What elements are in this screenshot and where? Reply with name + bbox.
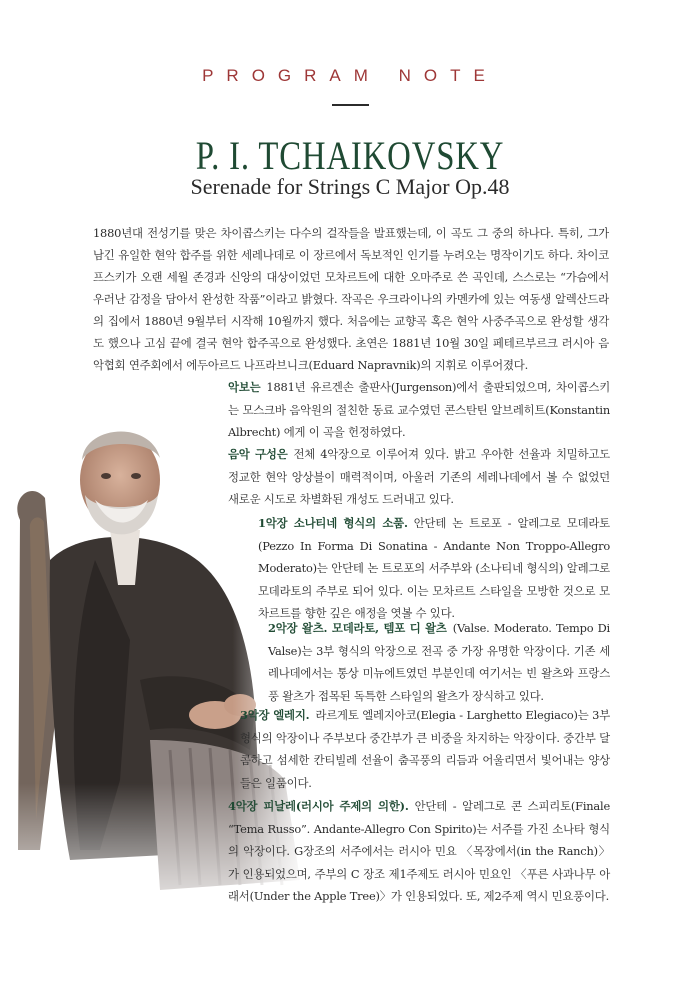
program-note-label: PROGRAM NOTE [202,66,498,85]
structure-text: 전체 4악장으로 이루어져 있다. 밝고 우아한 선율과 치밀하고도 정교한 현악 앙상블이 매력적이며, 아울러 기존의 세레나데에서 볼 수 없었던 새로운 시도로 차별화된 개성도 드러내고 있다. [228,447,610,506]
movement-1-text: 안단테 논 트로포 - 알레그로 모데라토(Pezzo In Forma Di Sonatina - Andante Non Troppo-Allegro Moderato)는 안단테 논 트로포의 서주부와 (소나티네 형식의) 알레그로 모데라토의 주부로 되어 있다. 이는 모차르트 스타일을 모방한 것으로 모차르트를 향한 깊은 애정을 엿볼 수 있다. [258,516,610,620]
movement-3-lead: 3악장 엘레지. [240,708,310,722]
movement-1-note [258,512,610,625]
movement-4-note [228,795,610,908]
structure-note [228,443,610,511]
movement-4-text: 안단테 - 알레그로 콘 스피리토(Finale “Tema Russo”. Andante-Allegro Con Spirito)는 서주를 가진 소나타 형식의 악장이다. G장조의 서주에서는 러시아 민요 〈목장에서(in the Ranch)〉가 인용되었으며, 주부의 C 장조 제1주제도 러시아 민요인 〈푸른 사과나무 아래서(Under the Apple Tree)〉가 인용되었다. 또, 제2주제 역시 민요풍이다. [228,799,610,903]
structure-lead: 음악 구성은 [228,447,288,461]
movement-3-note [240,704,610,794]
intro-paragraph: 1880년대 전성기를 맞은 차이콥스키는 다수의 걸작들을 발표했는데, 이 곡도 그 중의 하나다. 특히, 그가 남긴 유일한 현악 합주를 위한 세레나데로 이 장르에서 독보적인 인기를 누려오는 명작이기도 하다. 차이코프스키가 오랜 세월 존경과 신앙의 대상이었던 모차르트에 대한 오마주로 쓴 곡인데, 스스로는 “가슴에서 우러난 감정을 담아서 완성한 작품”이라고 밝혔다. 작곡은 우크라이나의 카멘카에 있는 여동생 알렉산드라의 집에서 1880년 9월부터 시작해 10월까지 했다. 처음에는 교향곡 혹은 현악 사중주곡으로 완성할 생각도 했으나 고심 끝에 결국 현악 합주곡으로 완성했다. 초연은 1881년 10월 30일 페테르부르크 러시아 음악협회 연주회에서 에두아르드 나프라브니크(Eduard Napravnik)의 지휘로 이루어졌다. [93,226,609,372]
movement-3-text: 라르게토 엘레지아코(Elegia - Larghetto Elegiaco)는 3부 형식의 악장이나 주부보다 중간부가 큰 비중을 차지하는 악장이다. 중간부 달콤하고 섬세한 칸티빌레 선율이 춤곡풍의 리듬과 어울리면서 빛어내는 양상들은 일품이다. [240,708,610,790]
movement-2-text: (Valse. Moderato. Tempo Di Valse)는 3부 형식의 악장으로 전곡 중 가장 유명한 악장이다. 기존 세레나데에서는 통상 미뉴에트였던 부분인데 여기서는 빈 왈츠와 프랑스풍 왈츠가 접목된 독특한 스타일의 왈츠가 장식하고 있다. [268,621,610,703]
movement-4-lead: 4악장 피날레(러시아 주제의 의한). [228,799,409,813]
header-divider [332,104,369,106]
work-title: Serenade for Strings C Major Op.48 [190,174,510,199]
publication-text: 1881년 유르겐손 출판사(Jurgenson)에서 출판되었으며, 차이콥스키는 모스크바 음악원의 절친한 동료 교수였던 콘스탄틴 알브레히트(Konstantin Albrecht) 에게 이 곡을 헌정하였다. [228,380,610,439]
movement-2-lead: 2악장 왈츠. 모데라토, 템포 디 왈츠 [268,621,447,635]
movement-2-note [268,617,610,707]
publication-lead: 악보는 [228,380,261,394]
composer-name: P. I. TCHAIKOVSKY [195,133,505,178]
publication-note [228,376,610,444]
movement-1-lead: 1악장 소나티네 형식의 소품. [258,516,408,530]
